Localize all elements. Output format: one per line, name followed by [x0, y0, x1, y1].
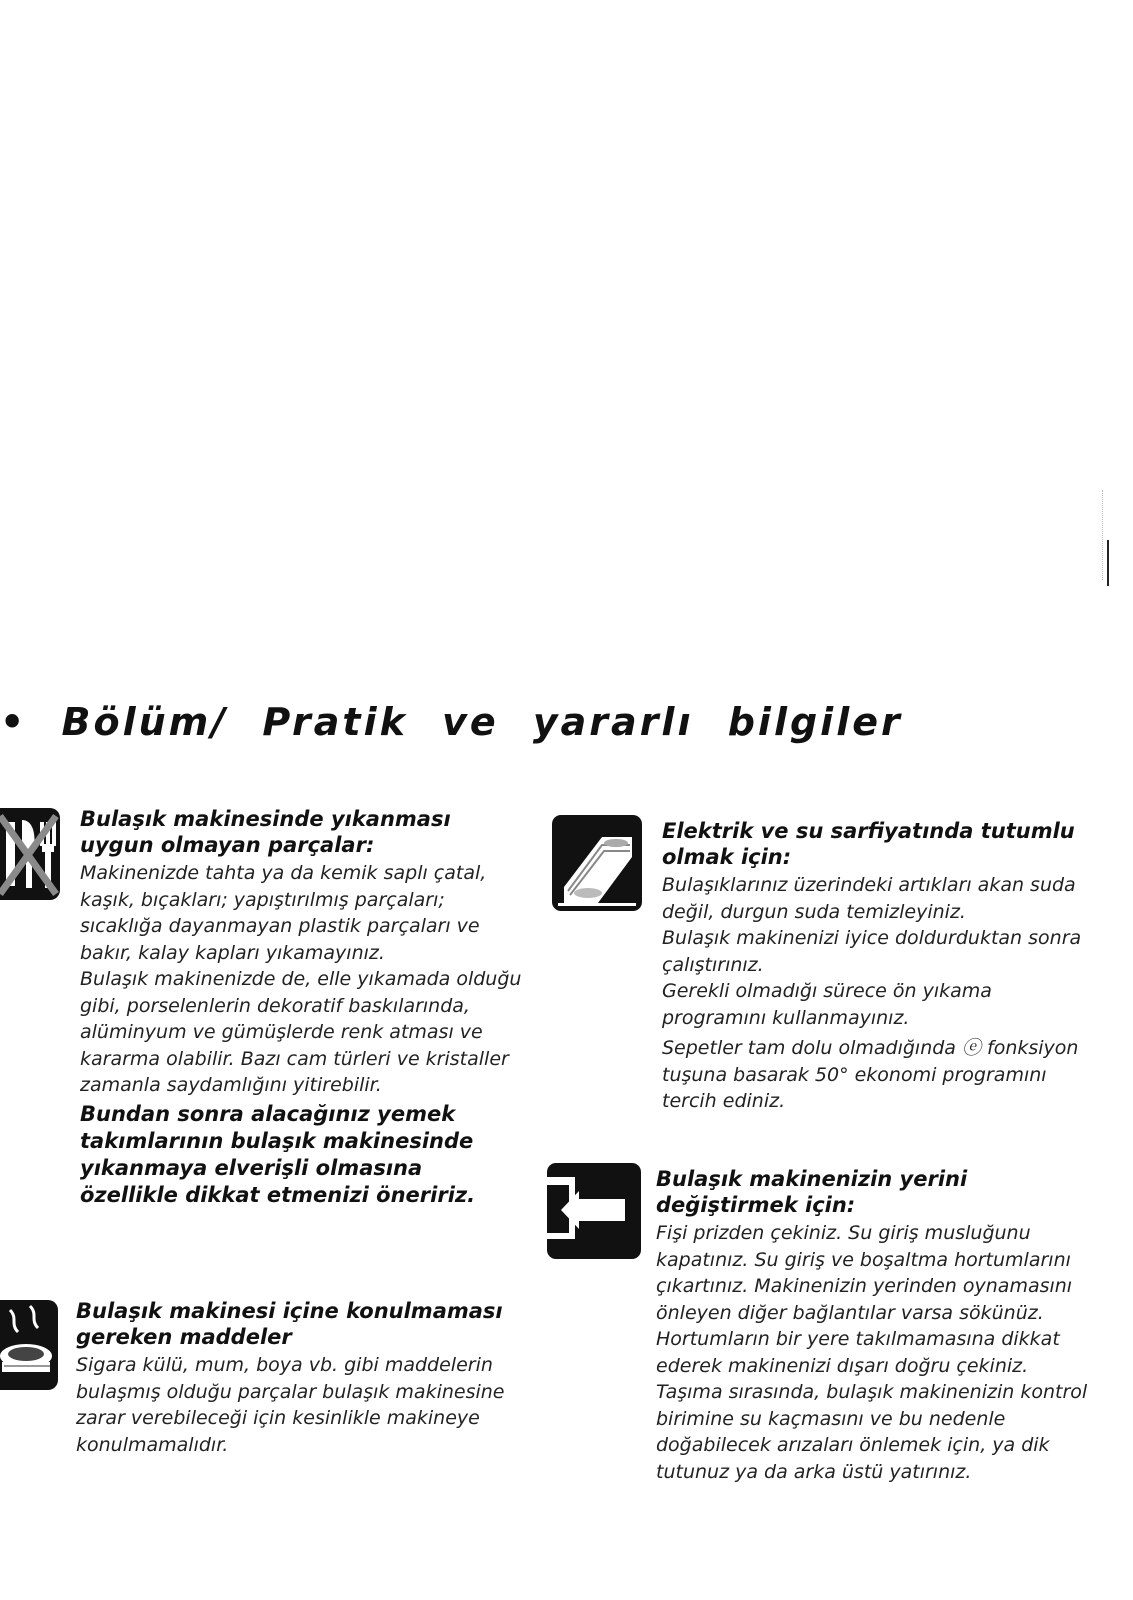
section-title: Bulaşık makinesi içine konulmaması gereken maddeler	[76, 1299, 503, 1349]
scan-artifact	[1102, 490, 1104, 580]
section-paragraph: Gerekli olmadığı sürece ön yıkama programını kullanmayınız.	[662, 980, 992, 1029]
section-energy-saving	[662, 818, 1102, 1115]
section-title: Bulaşık makinesinde yıkanması uygun olmayan parçalar:	[80, 807, 451, 857]
section-unsuitable-items	[80, 806, 525, 1209]
ashtray-icon	[0, 1300, 58, 1390]
move-arrow-icon	[547, 1163, 641, 1259]
section-paragraph: Bulaşıklarınız üzerindeki artıkları akan suda değil, durgun suda temizleyiniz.	[662, 874, 1076, 923]
section-paragraph: Sigara külü, mum, boya vb. gibi maddelerin bulaşmış olduğu parçalar bulaşık makinesine zarar verebileceği için kesinlikle makineye konulmamalıdır.	[76, 1354, 505, 1456]
scan-artifact-line	[1107, 540, 1109, 586]
section-relocation	[656, 1166, 1096, 1485]
section-emphasis: Bundan sonra alacağınız yemek takımlarının bulaşık makinesinde yıkanmaya elverişli olmasına özellikle dikkat etmenizi öneririz.	[80, 1101, 476, 1207]
section-paragraph: Makinenizde tahta ya da kemik saplı çatal, kaşık, bıçakları; yapıştırılmış parçaları; sıcaklığa dayanmayan plastik parçaları ve bakır, kalay kapları yıkamayınız.	[80, 862, 487, 964]
section-paragraph: Bulaşık makinenizde de, elle yıkamada olduğu gibi, porselenlerin dekoratif baskılarında, alüminyum ve gümüşlerde renk atması ve kararma olabilir. Bazı cam türleri ve kristaller zamanla saydamlığını yitirebilir.	[80, 968, 522, 1096]
section-paragraph: Fişi prizden çekiniz. Su giriş musluğunu kapatınız. Su giriş ve boşaltma hortumlarını çıkartınız. Makinenizin yerinden oynamasını önleyen diğer bağlantılar varsa sökünüz. Hortumların bir yere takılmamasına dikkat ederek makinenizi dışarı doğru çekiniz. Taşıma sırasında, bulaşık makinenizin kontrol birimine su kaçmasını ve bu nedenle doğabilecek arızaları önlemek için, ya dik tutunuz ya da arka üstü yatırınız.	[656, 1222, 1088, 1483]
section-title: Elektrik ve su sarfiyatında tutumlu olmak için:	[662, 819, 1075, 869]
section-title: Bulaşık makinenizin yerini değiştirmek için:	[656, 1167, 968, 1217]
crossed-cutlery-icon	[0, 808, 60, 900]
section-paragraph: Sepetler tam dolu olmadığında ⓔ fonksiyon tuşuna basarak 50° ekonomi programını tercih ediniz.	[662, 1037, 1079, 1112]
section-paragraph: Bulaşık makinenizi iyice doldurduktan sonra çalıştırınız.	[662, 927, 1082, 976]
plates-stack-icon	[552, 815, 642, 911]
page-heading: • Bölüm/ Pratik ve yararlı bilgiler	[0, 700, 903, 744]
section-forbidden-substances	[76, 1298, 516, 1458]
